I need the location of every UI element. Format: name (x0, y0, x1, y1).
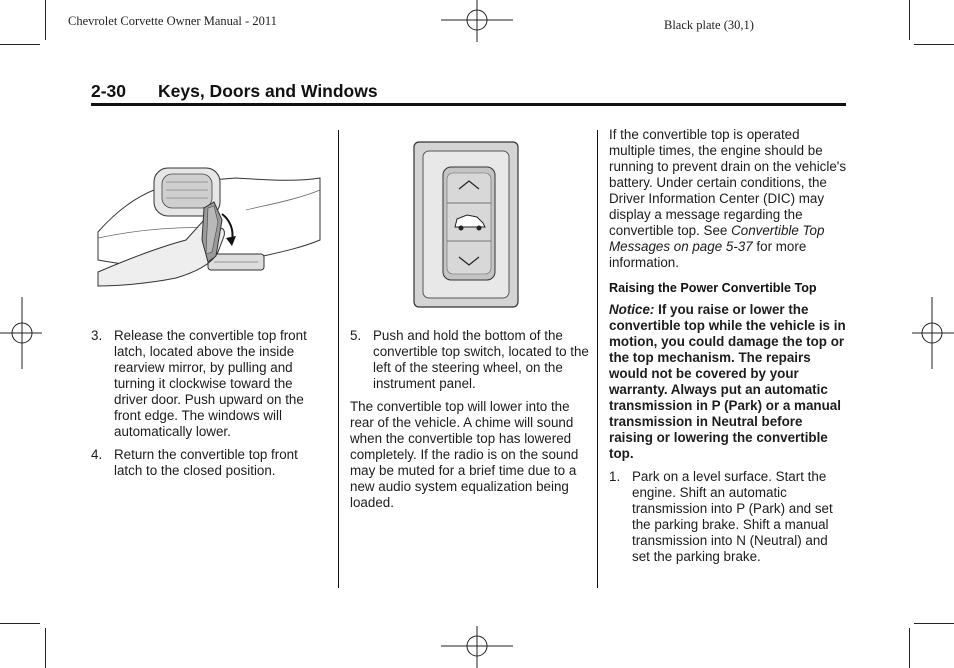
body-paragraph (609, 127, 849, 271)
step-number: 1. (609, 469, 621, 484)
notice-text: If you raise or lower the convertible top while the vehicle is in motion, you could damage the top or the top mechanism. The repairs would not be covered by your warranty. Always put an automatic transmission in P (Park) or a manual transmission in Neutral before raising or lowering the convertible top. (609, 302, 846, 461)
step-number: 3. (91, 328, 103, 343)
step-text: Park on a level surface. Start the engine. Shift an automatic transmission into P (Park) and set the parking brake. Shift a manual transmission into N (Neutral) and set the parking brake. (632, 469, 833, 564)
list-item-step-1 (609, 469, 841, 565)
list-item-step-5 (350, 328, 590, 392)
registration-mark-icon (910, 297, 954, 371)
crop-mark (45, 628, 46, 668)
cross-reference-link[interactable]: Convertible Top Messages on page 5-37 (609, 223, 825, 254)
step-number: 4. (91, 447, 103, 462)
step-text: Release the convertible top front latch, located above the inside rearview mirror, by pulling and turning it clockwise toward the driver door. Push upward on the front edge. The windows will automatically lower. (114, 328, 307, 439)
crop-mark (909, 0, 910, 40)
paragraph-text: for more information. (609, 239, 807, 270)
column-divider (338, 130, 339, 588)
registration-mark-icon (441, 0, 515, 44)
crop-mark (914, 623, 954, 624)
manual-title: Chevrolet Corvette Owner Manual - 2011 (68, 14, 277, 28)
step-number: 5. (350, 328, 362, 343)
crop-mark (914, 44, 954, 45)
notice-label: Notice: (609, 302, 655, 317)
column-divider (597, 130, 598, 588)
convertible-top-switch-illustration (413, 141, 521, 309)
registration-mark-icon (0, 297, 44, 371)
crop-mark (909, 628, 910, 668)
step-text: Return the convertible top front latch to the closed position. (114, 447, 298, 478)
list-item-step-4 (91, 447, 329, 479)
plate-label: Black plate (30,1) (664, 18, 754, 32)
notice-box (609, 302, 849, 462)
subheading: Raising the Power Convertible Top (609, 281, 817, 295)
crop-mark (0, 623, 40, 624)
crop-mark (45, 0, 46, 40)
list-item-step-3 (91, 328, 329, 440)
header-rule (91, 103, 846, 106)
section-title: Keys, Doors and Windows (158, 81, 378, 101)
paragraph-text: If the convertible top is operated multiple times, the engine should be running to prevent drain on the vehicle's battery. Under certain conditions, the Driver Information Center (DIC) may display a message regarding the convertible top. See (609, 127, 847, 238)
page-number: 2-30 (91, 81, 127, 101)
step-text: Push and hold the bottom of the convertible top switch, located to the left of the steering wheel, on the instrument panel. (373, 328, 589, 391)
latch-release-illustration (96, 160, 322, 290)
registration-mark-icon (441, 624, 515, 668)
crop-mark (0, 44, 40, 45)
body-paragraph: The convertible top will lower into the rear of the vehicle. A chime will sound when the convertible top has lowered completely. If the radio is on the sound may be muted for a brief time due to a new audio system equalization being loaded. (350, 399, 579, 510)
